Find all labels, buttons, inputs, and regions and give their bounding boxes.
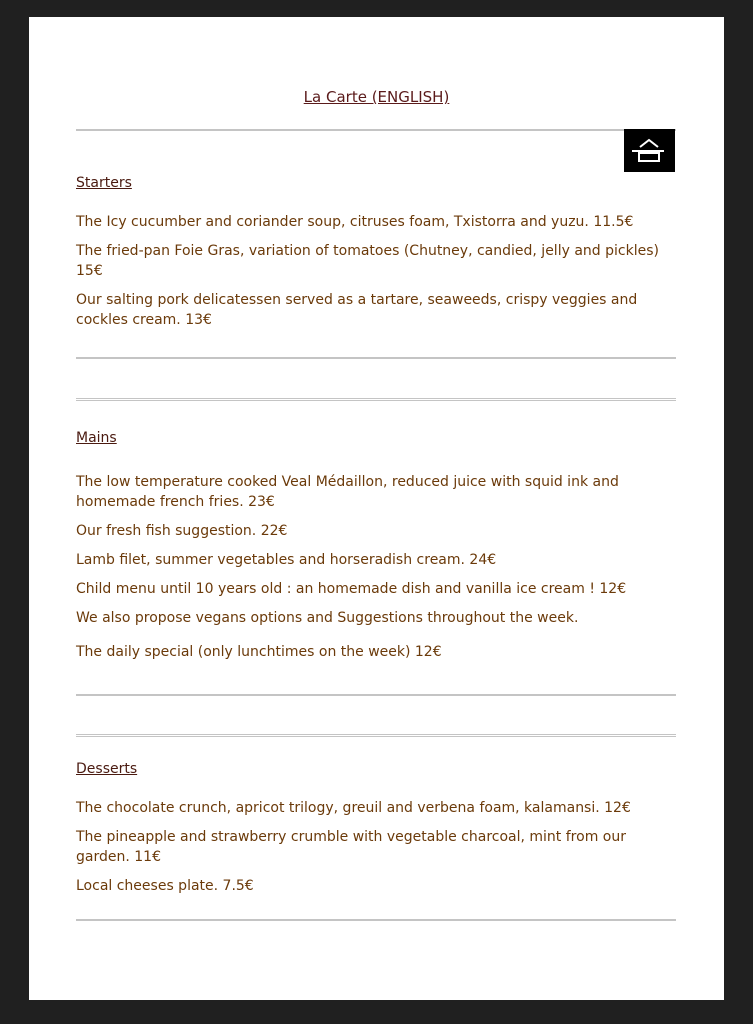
divider [76, 694, 676, 696]
divider [76, 129, 676, 131]
menu-item: Our fresh fish suggestion. 22€ [76, 523, 288, 539]
menu-item: Lamb filet, summer vegetables and horseradish cream. 24€ [76, 552, 497, 568]
menu-item: The fried-pan Foie Gras, variation of tomatoes (Chutney, candied, jelly and pickles) 15€ [76, 243, 659, 279]
section-title-starters: Starters [76, 175, 132, 191]
menu-item: Child menu until 10 years old : an homemade dish and vanilla ice cream ! 12€ [76, 581, 627, 597]
divider [76, 357, 676, 359]
menu-item: The Icy cucumber and coriander soup, citruses foam, Txistorra and yuzu. 11.5€ [76, 214, 634, 230]
menu-item: The chocolate crunch, apricot trilogy, greuil and verbena foam, kalamansi. 12€ [76, 800, 631, 816]
divider [76, 919, 676, 921]
menu-item: The daily special (only lunchtimes on the week) 12€ [76, 644, 442, 660]
menu-item: We also propose vegans options and Suggestions throughout the week. [76, 610, 579, 626]
menu-item: The low temperature cooked Veal Médaillon, reduced juice with squid ink and homemade french fries. 23€ [76, 474, 619, 510]
menu-item: Our salting pork delicatessen served as a tartare, seaweeds, crispy veggies and cockles cream. 13€ [76, 292, 638, 328]
divider [76, 734, 676, 738]
section-title-mains: Mains [76, 430, 117, 446]
logo [624, 129, 675, 172]
divider [76, 398, 676, 402]
menu-page [29, 17, 724, 1000]
menu-item: Local cheeses plate. 7.5€ [76, 878, 254, 894]
menu-item: The pineapple and strawberry crumble with vegetable charcoal, mint from our garden. 11€ [76, 829, 626, 865]
house-logo-icon [624, 129, 675, 172]
section-title-desserts: Desserts [76, 761, 138, 777]
menu-title: La Carte (ENGLISH) [303, 88, 450, 106]
